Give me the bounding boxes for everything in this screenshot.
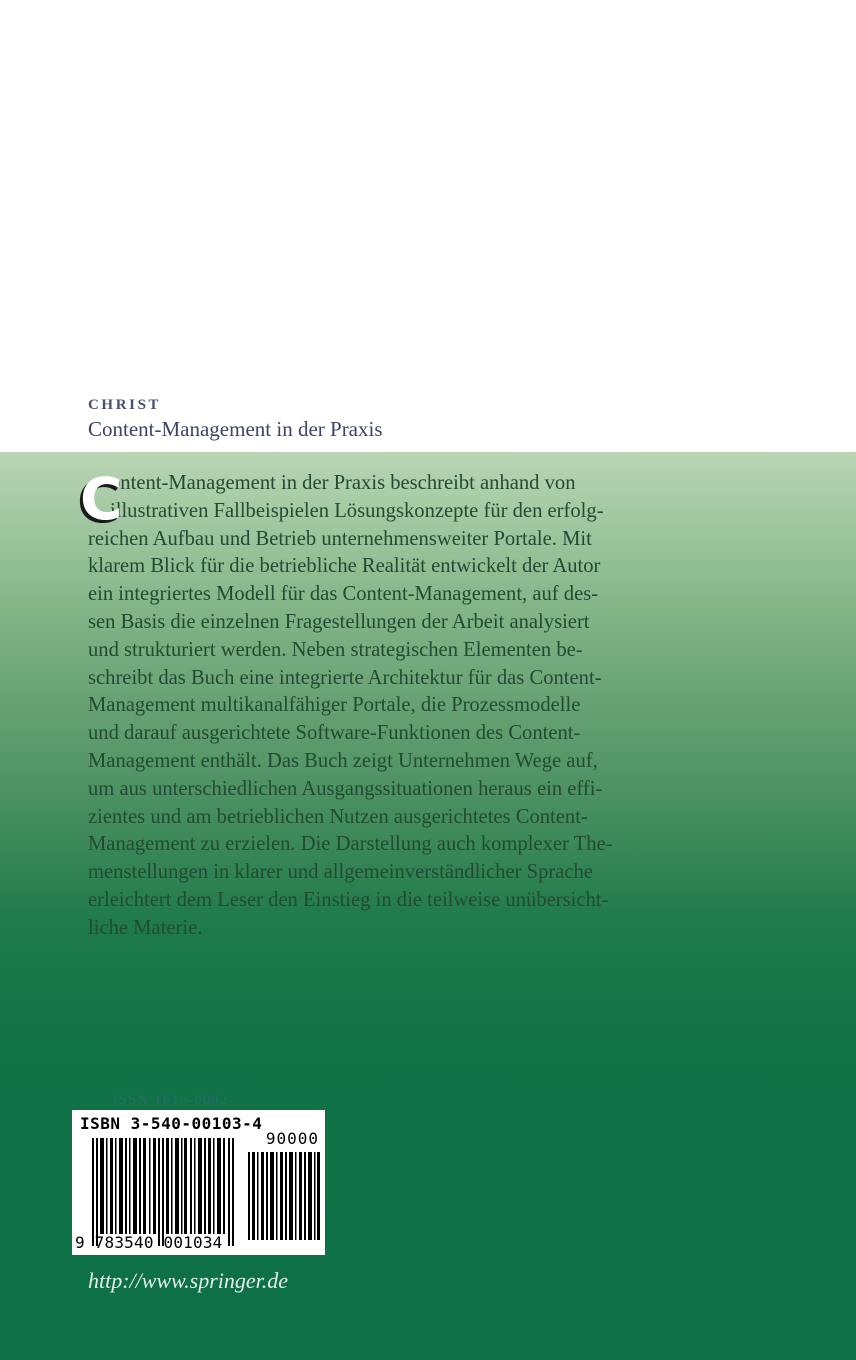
- blurb-line: klarem Blick für die betriebliche Realität entwickelt der Autor: [88, 555, 601, 578]
- blurb-line: und darauf ausgerichtete Software-Funktionen des Content-: [88, 722, 581, 745]
- book-header: [88, 396, 383, 442]
- blurb-line: schreibt das Buch eine integrierte Architektur für das Content-: [88, 666, 602, 689]
- isbn-barcode: [72, 1110, 325, 1255]
- cover-top-area: [0, 0, 856, 452]
- blurb-line: um aus unterschiedlichen Ausgangssituationen heraus ein effi-: [88, 777, 603, 800]
- blurb-line: Management enthält. Das Buch zeigt Unternehmen Wege auf,: [88, 749, 598, 772]
- blurb-line: menstellungen in klarer und allgemeinverständlicher Sprache: [88, 861, 593, 884]
- blurb-line: und strukturiert werden. Neben strategischen Elementen be-: [88, 638, 583, 661]
- blurb-line: erleichtert dem Leser den Einstieg in die teilweise unübersicht-: [88, 888, 609, 911]
- blurb-line: sen Basis die einzelnen Fragestellungen der Arbeit analysiert: [88, 610, 590, 633]
- isbn-label: ISBN 3-540-00103-4: [80, 1114, 263, 1133]
- blurb-line: reichen Aufbau und Betrieb unternehmensweiter Portale. Mit: [88, 527, 592, 550]
- ean-number: 9 783540 001034: [75, 1233, 223, 1252]
- barcode-bars-icon: [92, 1138, 234, 1246]
- barcode-addon-label: 90000: [265, 1129, 319, 1148]
- blurb-line: ontent-Management in der Praxis beschreibt anhand von: [110, 472, 576, 494]
- author-name: CHRIST: [88, 397, 162, 413]
- blurb-line: Management multikanalfähiger Portale, die Prozessmodelle: [88, 694, 581, 717]
- barcode-addon-bars-icon: [248, 1152, 320, 1240]
- book-title: Content-Management in der Praxis: [88, 417, 383, 441]
- blurb-line: illustrativen Fallbeispielen Lösungskonzepte für den erfolg-: [110, 499, 604, 522]
- book-blurb: [80, 465, 688, 943]
- blurb-line: ein integriertes Modell für das Content-Management, auf des-: [88, 583, 599, 606]
- drop-cap: C: [80, 465, 123, 533]
- blurb-line: liche Materie.: [88, 916, 203, 939]
- blurb-line: Management zu erzielen. Die Darstellung auch komplexer The-: [88, 833, 613, 856]
- blurb-line: zientes und am betrieblichen Nutzen ausgerichtetes Content-: [88, 805, 588, 828]
- publisher-url[interactable]: http://www.springer.de: [88, 1268, 289, 1293]
- issn-number: ISSN 1616-0002: [113, 1093, 229, 1108]
